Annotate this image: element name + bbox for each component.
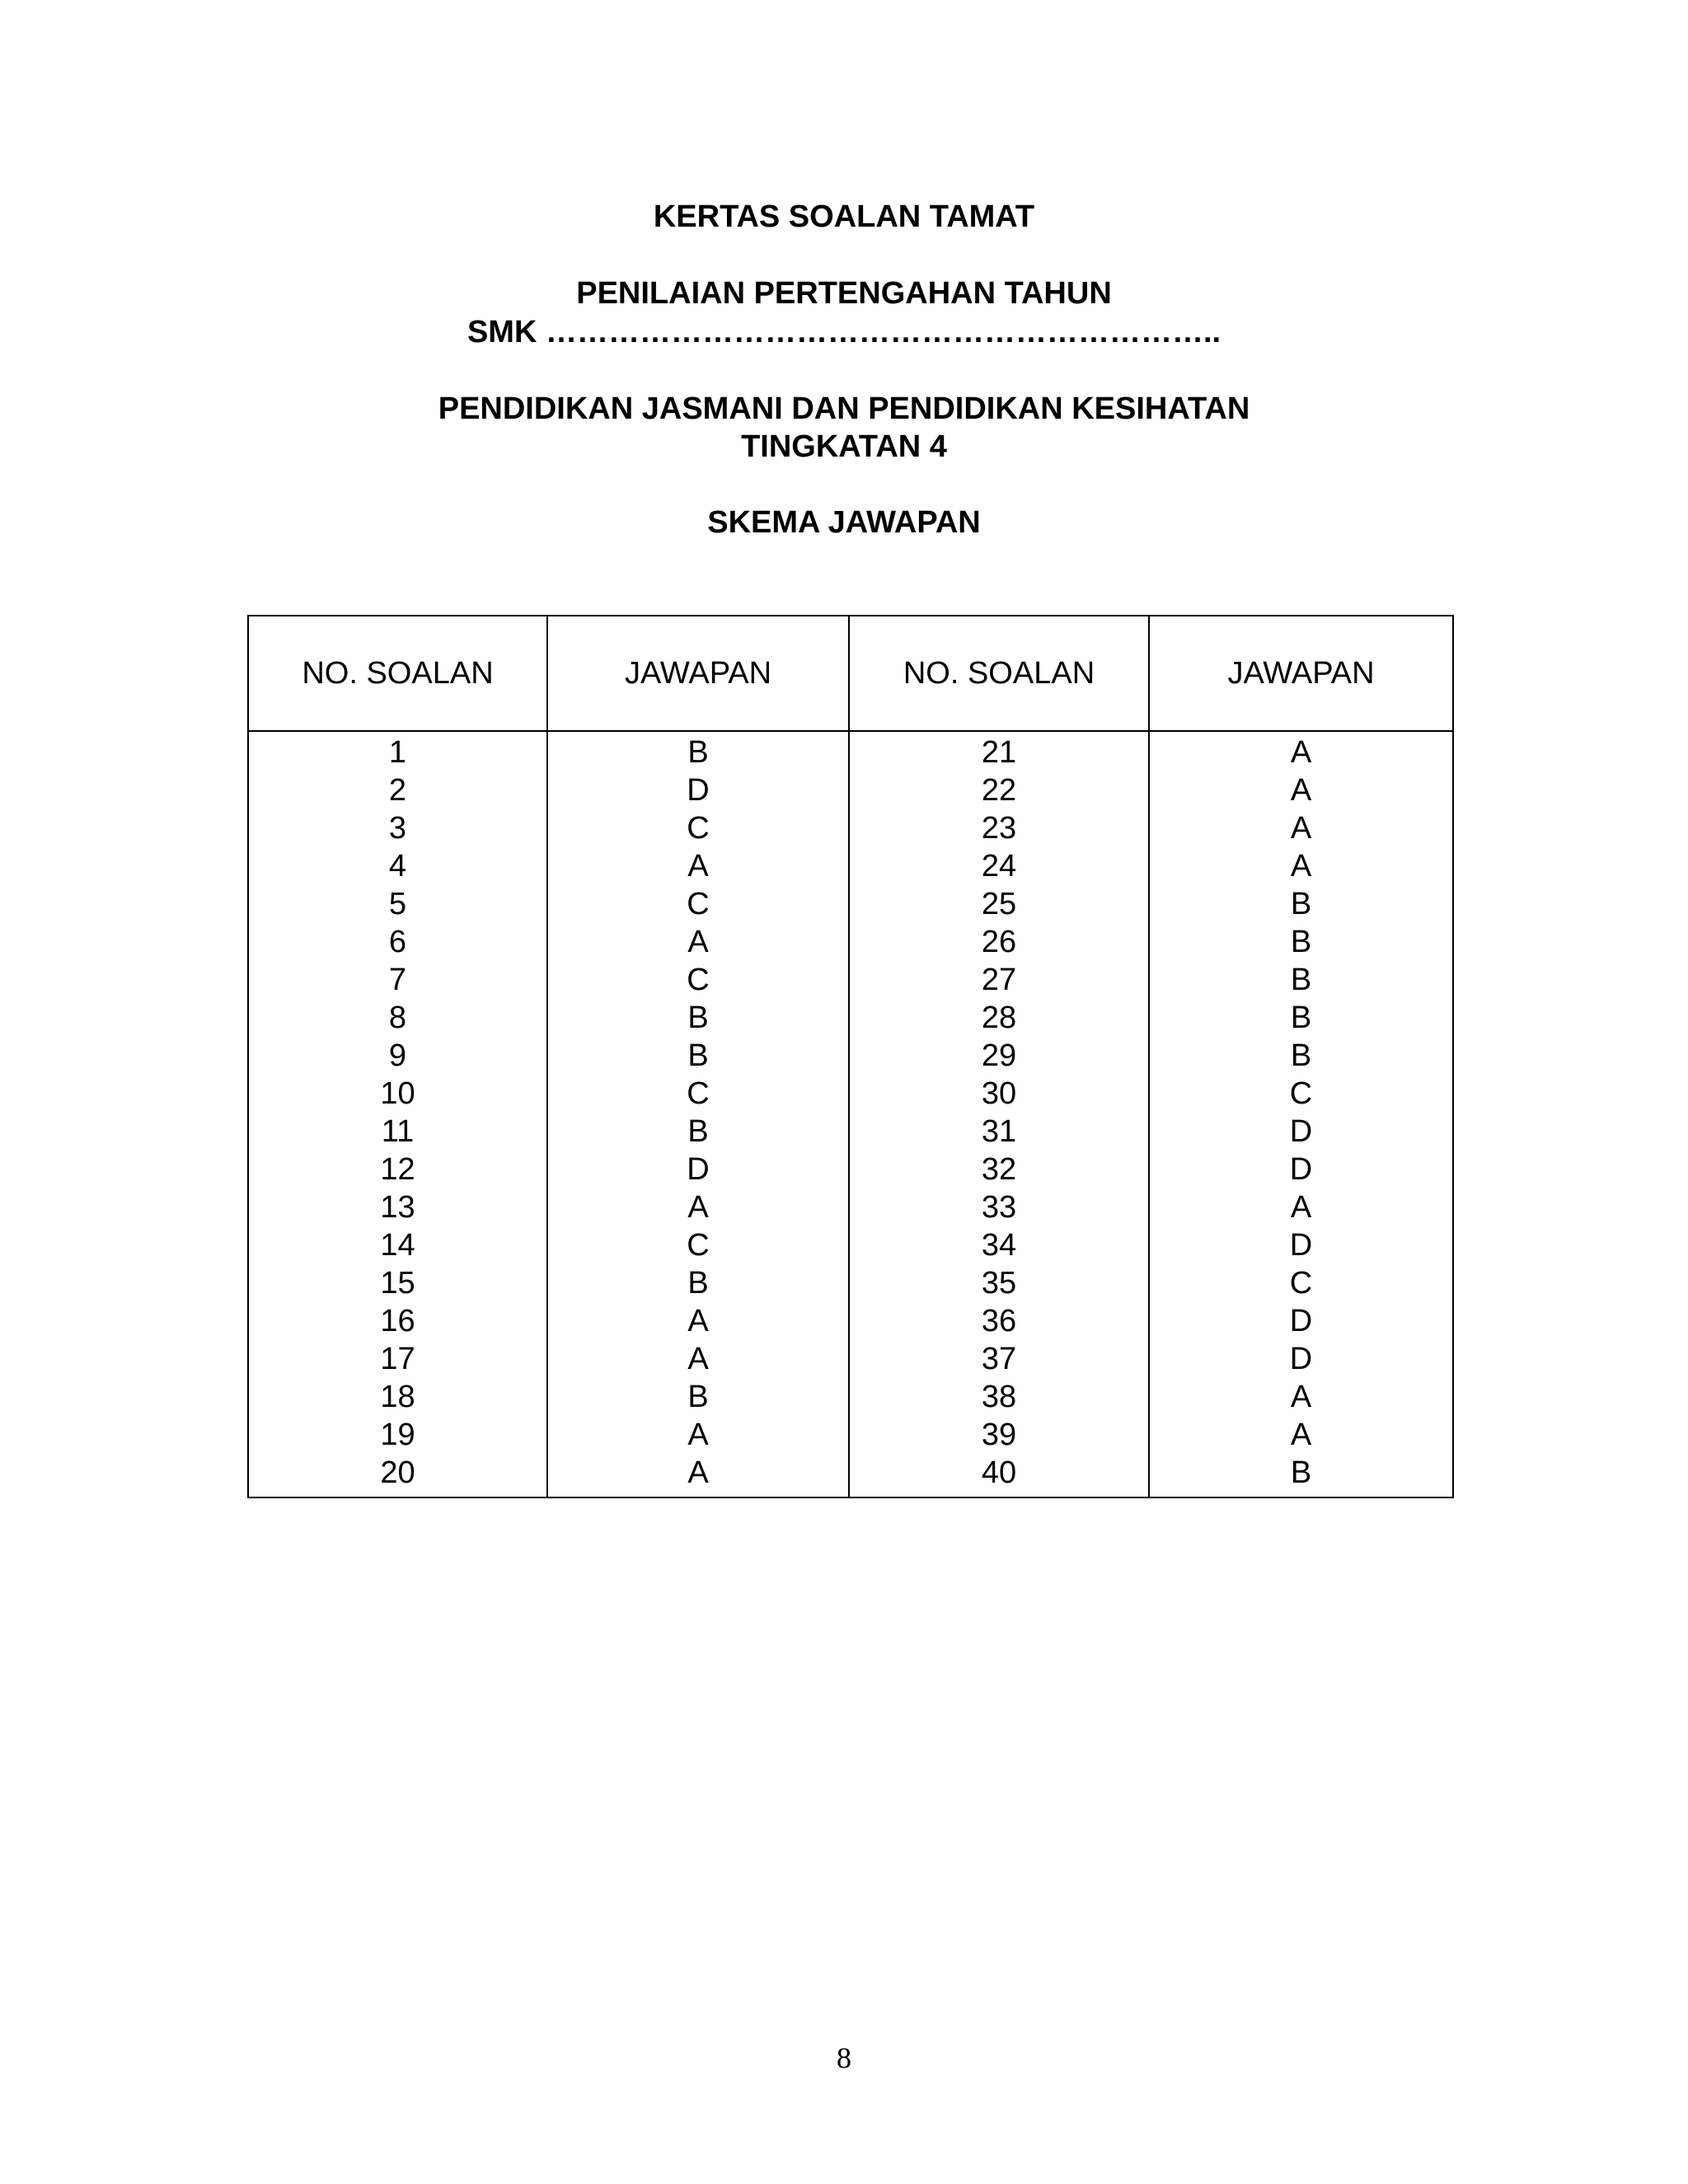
answer-letter: D [1289,1304,1313,1338]
answer-letter: C [687,887,710,921]
column-header-answer: JAWAPAN [547,616,849,731]
answer-letter: A [1290,1418,1312,1452]
answer-letter: D [1289,1152,1313,1187]
question-number: 6 [388,925,407,959]
question-number: 22 [981,773,1017,808]
question-number: 36 [981,1304,1017,1338]
question-number: 18 [380,1380,415,1414]
question-number: 16 [380,1304,415,1338]
column-header-question-no: NO. SOALAN [248,616,547,731]
answer-letter: A [1290,1190,1312,1225]
column-header-question-no: NO. SOALAN [849,616,1149,731]
subject-name: PENDIDIKAN JASMANI DAN PENDIDIKAN KESIHATAN [438,391,1250,426]
question-number: 7 [388,963,407,997]
question-numbers-1-20 [248,731,547,1497]
question-number: 12 [380,1152,415,1187]
question-number: 20 [380,1455,415,1490]
end-of-paper-title: KERTAS SOALAN TAMAT [653,199,1035,234]
answer-letter: B [1290,963,1312,997]
question-number: 19 [380,1418,415,1452]
answer-letter: C [687,1228,710,1263]
question-number: 38 [981,1380,1017,1414]
answer-letter: B [687,735,709,770]
answer-letter: A [687,849,709,883]
form-level: TINGKATAN 4 [741,429,947,464]
answer-scheme-title: SKEMA JAWAPAN [707,505,981,540]
answer-letter: A [1290,773,1312,808]
table-header-row [248,616,1453,731]
question-number: 37 [981,1342,1017,1376]
question-number: 14 [380,1228,415,1263]
answer-letter: A [687,1342,709,1376]
answer-letter: B [1290,887,1312,921]
question-number: 24 [981,849,1017,883]
question-number: 17 [380,1342,415,1376]
question-number: 1 [388,735,407,770]
question-number: 11 [381,1114,415,1149]
answer-letter: D [1289,1228,1313,1263]
question-number: 33 [981,1190,1017,1225]
answer-letter: D [687,773,710,808]
question-number: 4 [388,849,407,883]
answer-letter: A [687,925,709,959]
question-number: 21 [981,735,1017,770]
answer-letter: A [1290,1380,1312,1414]
answer-letter: A [687,1455,709,1490]
question-number: 34 [981,1228,1017,1263]
exam-name: PENILAIAN PERTENGAHAN TAHUN [576,276,1112,311]
answers-21-40 [1149,731,1453,1497]
answer-letter: C [687,963,710,997]
question-number: 30 [981,1076,1017,1111]
answer-letter: A [687,1418,709,1452]
answer-letter: B [687,1038,709,1073]
answer-letter: C [1289,1076,1313,1111]
question-number: 39 [981,1418,1017,1452]
answer-letter: B [1290,1455,1312,1490]
answer-letter: C [687,811,710,846]
question-number: 5 [388,887,407,921]
question-number: 2 [388,773,407,808]
answer-letter: B [1290,1001,1312,1035]
question-number: 27 [981,963,1017,997]
answer-letter: B [687,1380,709,1414]
answer-letter: D [1289,1342,1313,1376]
answer-letter: A [687,1304,709,1338]
question-number: 3 [388,811,407,846]
table-row [248,731,1453,1497]
answer-letter: D [687,1152,710,1187]
answer-letter: A [1290,811,1312,846]
question-number: 40 [981,1455,1017,1490]
question-number: 28 [981,1001,1017,1035]
answer-letter: C [1289,1266,1313,1301]
page-number: 8 [837,2041,851,2074]
answer-letter: B [687,1266,709,1301]
school-name-line: SMK ……………………………………………………….. [467,315,1221,349]
question-number: 31 [981,1114,1017,1149]
answers-1-20 [547,731,849,1497]
question-number: 32 [981,1152,1017,1187]
question-number: 9 [388,1038,407,1073]
question-number: 23 [981,811,1017,846]
answer-letter: B [687,1001,709,1035]
answer-letter: C [687,1076,710,1111]
answer-key-table [247,615,1454,1498]
answer-letter: A [1290,849,1312,883]
answer-letter: A [1290,735,1312,770]
question-number: 29 [981,1038,1017,1073]
question-number: 25 [981,887,1017,921]
answer-letter: D [1289,1114,1313,1149]
question-number: 26 [981,925,1017,959]
column-header-answer: JAWAPAN [1149,616,1453,731]
question-numbers-21-40 [849,731,1149,1497]
question-number: 13 [380,1190,415,1225]
answer-letter: A [687,1190,709,1225]
question-number: 10 [380,1076,415,1111]
answer-letter: B [1290,1038,1312,1073]
question-number: 35 [981,1266,1017,1301]
answer-letter: B [1290,925,1312,959]
question-number: 15 [380,1266,415,1301]
question-number: 8 [388,1001,407,1035]
answer-letter: B [687,1114,709,1149]
